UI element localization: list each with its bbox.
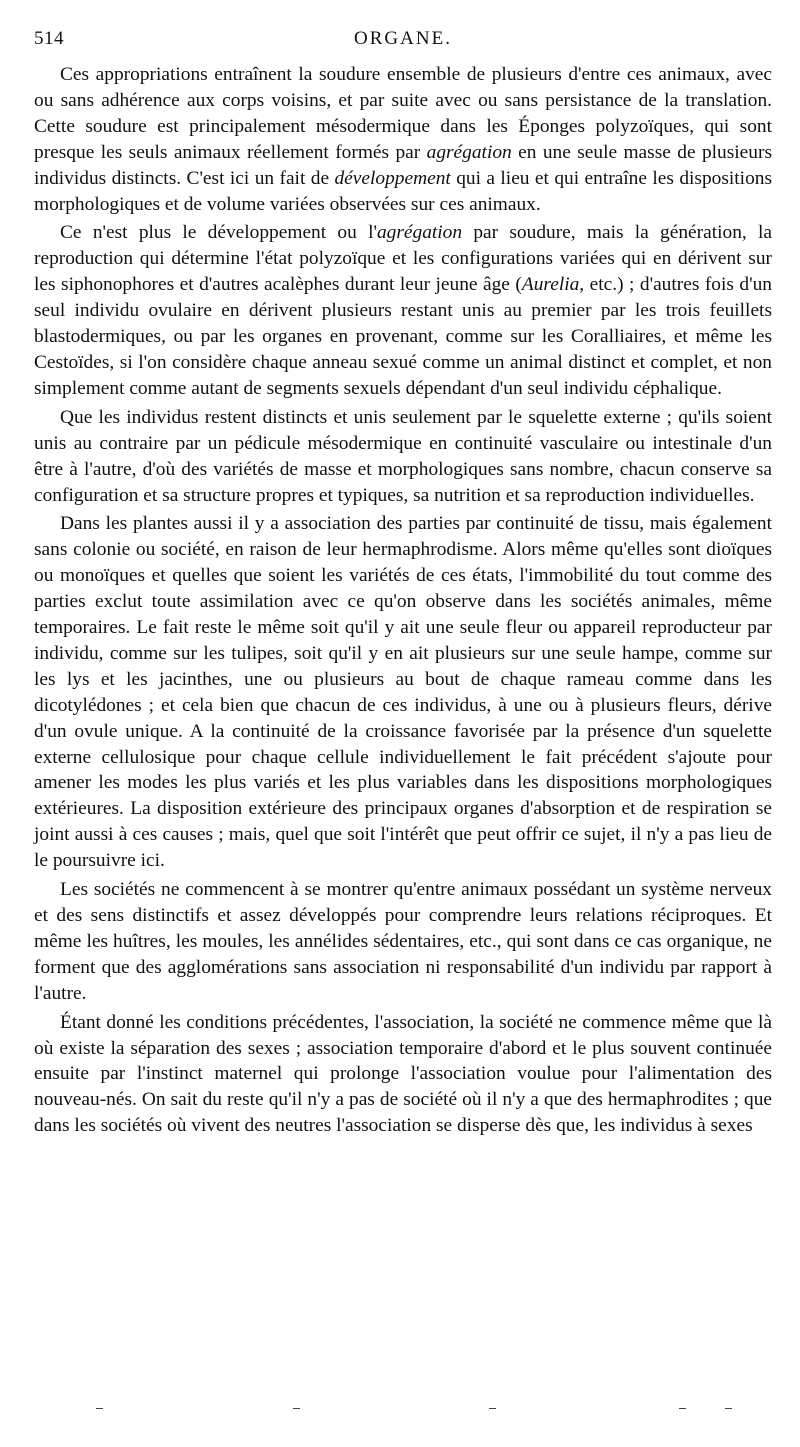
running-head bbox=[34, 28, 772, 62]
print-mark bbox=[96, 1408, 103, 1409]
paragraph-text: Que les individus restent distincts et unis seulement par le squelette externe ; qu'ils soient unis au contraire par un pédicule mésodermique en continuité vasculaire ou intestinale d'un être à l'autre, d'où des variétés de masse et morphologiques sans nombre, chacun conserve sa configuration et sa structure propres et typiques, sa nutrition et sa reproduction individuelles. bbox=[34, 406, 772, 506]
paragraph-text: Ces appropriations entraînent la soudure ensemble de plusieurs d'entre ces animaux, avec ou sans adhérence aux corps voisins, et par suite avec ou sans persistance de la translation. Cette soudure est principalement mésodermique dans les Éponges polyzoïques, qui sont presque les seuls animaux réellement formés par bbox=[34, 64, 772, 163]
paragraph-6 bbox=[34, 1010, 772, 1140]
running-title: ORGANE. bbox=[354, 28, 452, 49]
italic-term-developpement: développement bbox=[334, 167, 451, 189]
page-number: 514 bbox=[34, 28, 64, 49]
paragraph-text: par soudure, mais la génération, la reproduction qui détermine l'état polyzoïque et les configurations variées qui en dérivent sur les siphonophores et d'autres acalèphes durant leur jeune âge ( bbox=[34, 222, 773, 296]
paragraph-2 bbox=[34, 220, 772, 401]
paragraph-5 bbox=[34, 877, 772, 1007]
italic-term-agregation: agrégation bbox=[376, 222, 463, 244]
paragraph-3 bbox=[34, 405, 772, 509]
italic-term-aurelia: Aurelia bbox=[521, 274, 580, 296]
paragraph-text: Étant donné les conditions précédentes, l'association, la société ne commence même que là où existe la séparation des sexes ; association temporaire d'abord et le plus souvent continuée ensuite par l'instinct maternel qui prolonge l'association voulue pour l'alimentation des nouveau-nés. On sait du reste qu'il n'y a pas de société où il n'y a que des hermaphrodites ; que dans les sociétés où vivent des neutres l'association se disperse dès que, les individus à sexes bbox=[34, 1011, 772, 1137]
paragraph-1 bbox=[34, 62, 772, 217]
print-mark bbox=[293, 1408, 300, 1409]
paragraph-text: qui a lieu et qui entraîne les dispositions morphologiques et de volume variées observées sur ces animaux. bbox=[34, 167, 772, 215]
paragraph-text: Ce n'est plus le développement ou l' bbox=[60, 222, 377, 244]
italic-term-agregation: agrégation bbox=[426, 141, 512, 163]
footer-print-marks bbox=[96, 1408, 736, 1416]
paragraph-text: en une seule masse de plusieurs individus distincts. C'est ici un fait de bbox=[34, 141, 772, 189]
print-mark bbox=[489, 1408, 496, 1409]
print-mark bbox=[725, 1408, 732, 1409]
paragraph-text: Dans les plantes aussi il y a association des parties par continuité de tissu, mais également sans colonie ou société, en raison de leur hermaphrodisme. Alors même qu'elles sont dioïques ou monoïques et quelles que soient les variétés de ces états, l'immobilité du tout comme des parties exclut toute assimilation avec ce qu'on observe dans les sociétés animales, même temporaires. Le fait reste le même soit qu'il y ait une seule fleur ou appareil reproducteur par individu, comme sur les tulipes, soit qu'il y en ait plusieurs sur une seule hampe, comme sur les lys et les jacinthes, une ou plusieurs au bout de chaque rameau comme dans les dicotylédones ; et cela bien que chacun de ces individus, à une ou à plusieurs fleurs, dérive d'un ovule unique. A la continuité de la croissance favorisée par la présence d'un squelette externe cellulosique pour chaque cellule individuellement le fait précédent s'ajoute pour amener les modes les plus variés et les plus variables dans les dispositions morphologiques extérieures. La disposition extérieure des principaux organes d'absorption et de respiration se joint aussi à ces causes ; mais, quel que soit l'intérêt que peut offrir ce sujet, il n'y a pas lieu de le poursuivre ici. bbox=[34, 513, 772, 872]
paragraph-text: , etc.) ; d'autres fois d'un seul individu ovulaire en dérivent plusieurs restant unis au premier par les trois feuillets blastodermiques, ou par les organes en provenant, comme sur les Coralliaires, et même les Cestoïdes, si l'on considère chaque anneau sexué comme un animal distinct et complet, et non simplement comme autant de segments sexuels dépendant d'un seul individu céphalique. bbox=[34, 274, 772, 399]
paragraph-4 bbox=[34, 511, 772, 874]
paragraph-text: Les sociétés ne commencent à se montrer qu'entre animaux possédant un système nerveux et des sens distinctifs et assez développés pour comprendre leurs relations réciproques. Et même les huîtres, les moules, les annélides sédentaires, etc., qui sont dans ce cas organique, ne forment que des agglomérations sans association ni responsabilité d'un individu par rapport à l'autre. bbox=[34, 879, 772, 1004]
body-text bbox=[34, 62, 772, 1139]
print-mark bbox=[679, 1408, 686, 1409]
